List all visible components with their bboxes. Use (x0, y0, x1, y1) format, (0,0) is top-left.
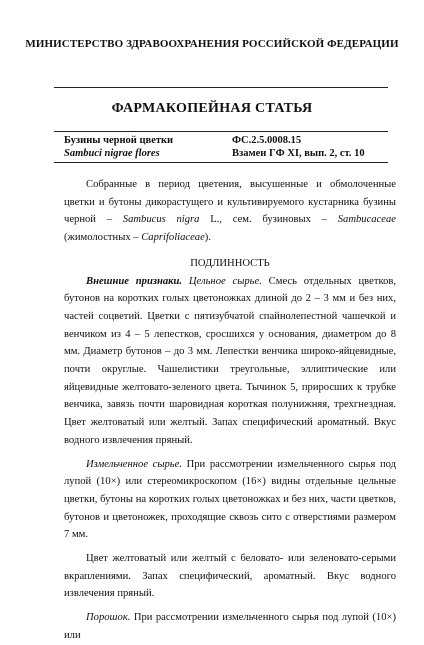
ministry-header: МИНИСТЕРСТВО ЗДРАВООХРАНЕНИЯ РОССИЙСКОЙ ФЕДЕРАЦИИ (25, 38, 399, 50)
article-replaces: Взамен ГФ XI, вып. 2, ст. 10 (232, 148, 365, 159)
powder-text: При рассмотрении измельченного сырья под лупой (10×) или (64, 612, 396, 641)
powder-paragraph (64, 609, 396, 644)
document-body (64, 176, 396, 645)
article-name-ru: Бузины черной цветки (64, 135, 174, 146)
external-features-label: Внешние признаки. (86, 275, 183, 287)
intro-latin-species: Sambucus nigra (122, 214, 200, 226)
intro-text-1: Собранные в период цветения, высушенные и обмолоченные цветки и бутоны дикорастущего и культивируемого кустарника бузины черной – (64, 179, 396, 226)
article-name-latin: Sambuci nigrae flores (64, 148, 160, 159)
document-title: ФАРМАКОПЕЙНАЯ СТАТЬЯ (111, 101, 313, 116)
article-code: ФС.2.5.0008.15 (232, 135, 302, 146)
crushed-raw-paragraph (64, 456, 396, 545)
external-features-text: Смесь отдельных цветков, бутонов на коротких голых цветоножках длиной до 2 – 3 мм и без них, частей соцветий. Цветки с пятизубчатой спайнолепестной чашечкой и венчиком из 4 – 5 лепестков, сросшихся у основания, диаметром до 8 мм. Диаметр бутонов – до 3 мм. Лепестки венчика широко-яйцевидные, почти округлые. Чашелистики треугольные, эллиптические или яйцевидные желтовато-зеленого цвета. Тычинок 5, приросших к трубке венчика, завязь почти шаровидная короткая полунижняя, трехгнездная. Цвет желтоватый или желтый. Запах специфический ароматный. Вкус водного извлечения пряный. (64, 275, 397, 446)
whole-raw-label: Цельное сырье. (188, 275, 262, 287)
intro-paragraph (64, 176, 396, 247)
crushed-raw-label: Измельченное сырье. (86, 458, 182, 470)
external-features-paragraph (64, 273, 396, 450)
intro-text-4: ). (204, 232, 211, 244)
section-heading: ПОДЛИННОСТЬ (190, 257, 270, 269)
divider-top (54, 87, 388, 88)
intro-latin-family-alt: Caprifoliaceae (141, 232, 205, 244)
color-text: Цвет желтоватый или желтый с беловато- или зеленовато-серыми вкраплениями. Запах специфический, ароматный. Вкус водного извлечения пряный. (64, 553, 396, 600)
intro-latin-family: Sambucaceae (337, 214, 396, 226)
crushed-raw-text: При рассмотрении измельченного сырья под лупой (10×) или стереомикроскопом (16×) видны отдельные цельные цветки, бутоны на коротких голых цветоножках и без них, части цветков, бутонов и цветоножек, проходящие сквозь сито с отверстиями размером 7 мм. (64, 458, 396, 541)
divider-meta (54, 162, 388, 163)
divider-title (54, 131, 388, 132)
intro-text-3: (жимолостных – (64, 232, 142, 244)
powder-label: Порошок. (86, 612, 131, 624)
color-paragraph (64, 550, 396, 603)
intro-text-2: L., сем. бузиновых – (199, 214, 338, 226)
